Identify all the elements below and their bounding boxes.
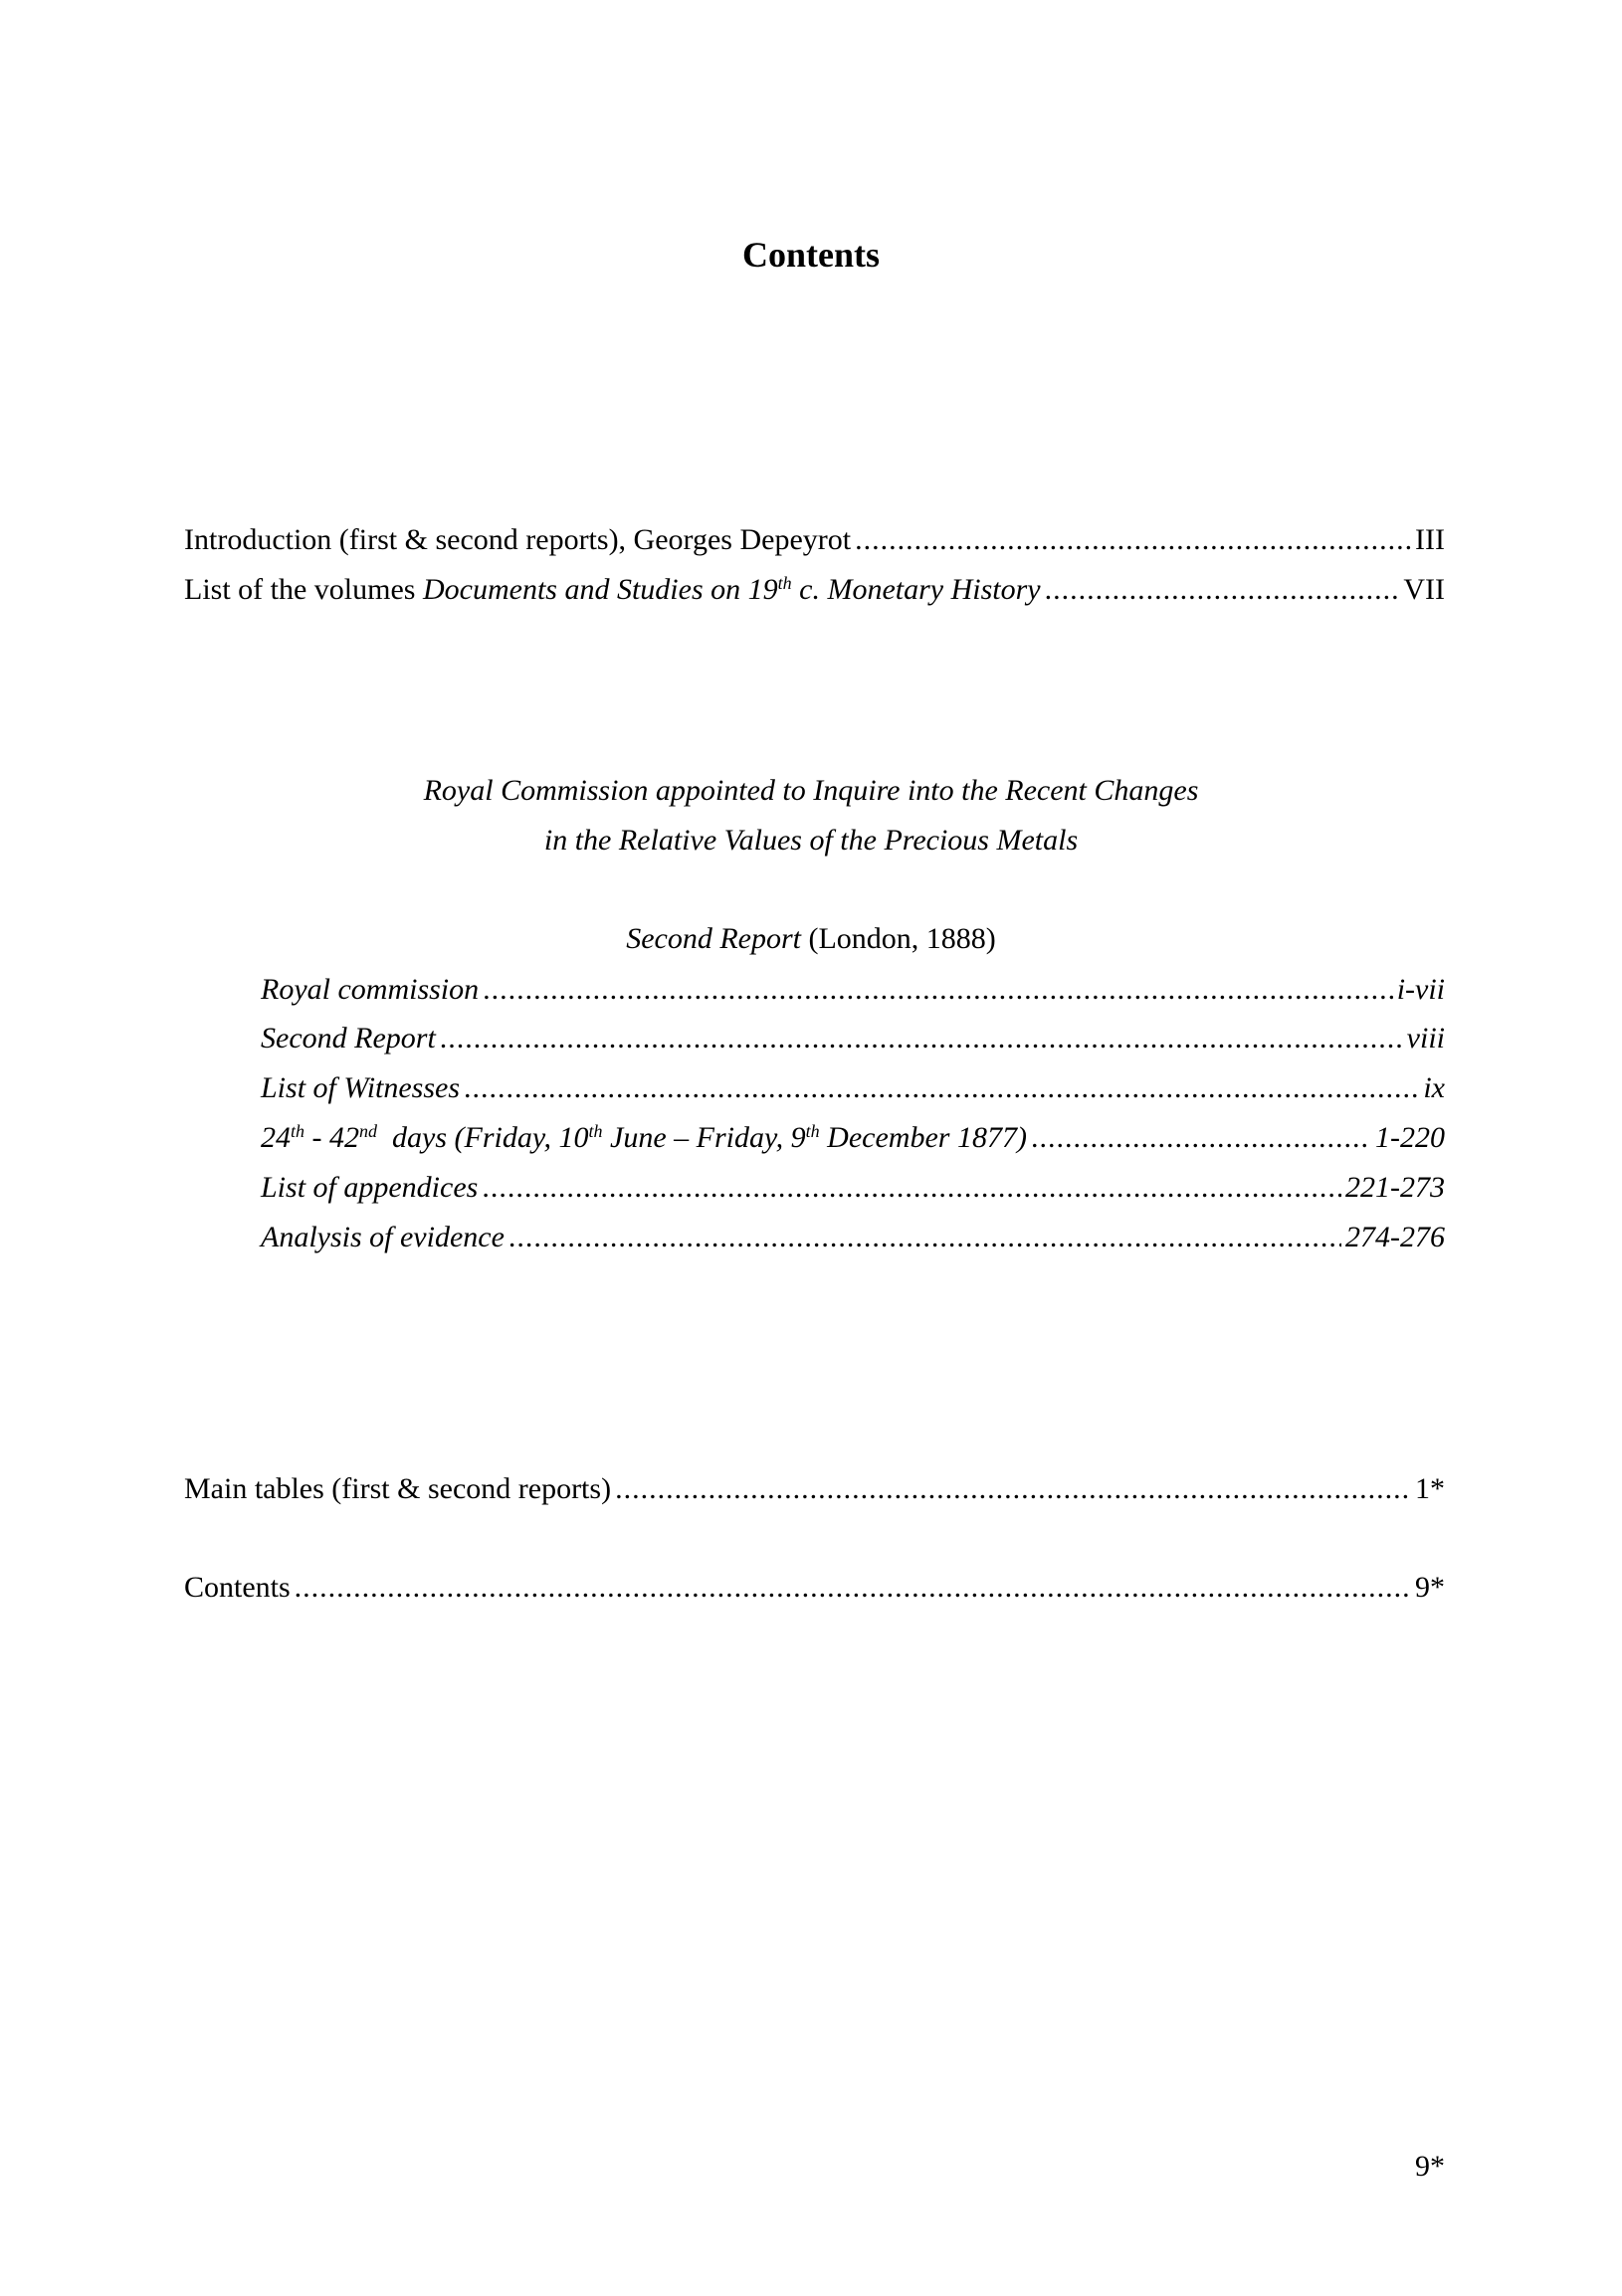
toc-entry-main-tables	[184, 1469, 1445, 1509]
label-superscript: nd	[359, 1121, 378, 1141]
toc-entry-list-of-witnesses	[261, 1068, 1445, 1108]
toc-entry-page: 9*	[1415, 1571, 1445, 1604]
label-superscript: th	[805, 1121, 820, 1141]
label-part: days (Friday, 10	[377, 1121, 589, 1154]
dot-leader	[482, 1168, 1341, 1208]
label-prefix: List of the volumes	[184, 573, 423, 606]
report-title-rest: (London, 1888)	[800, 922, 996, 955]
page-number: 9*	[1415, 2150, 1445, 2183]
label-italic-part-b: c. Monetary History	[791, 573, 1041, 606]
page-title: Contents	[741, 235, 880, 275]
toc-entry-page: VII	[1403, 573, 1445, 606]
toc-entry-label: Contents	[184, 1571, 291, 1604]
toc-entry-label	[184, 570, 1041, 610]
toc-entry-royal-commission	[261, 970, 1445, 1010]
toc-entry-introduction	[184, 520, 1445, 560]
dot-leader	[1031, 1118, 1371, 1158]
dot-leader	[483, 970, 1393, 1010]
toc-entry-label: Introduction (first & second reports), Georges Depeyrot	[184, 523, 852, 556]
commission-title-line-2: in the Relative Values of the Precious Metals	[543, 824, 1079, 857]
toc-entry-days	[261, 1118, 1445, 1158]
label-superscript: th	[777, 573, 792, 593]
toc-entry-label: Royal commission	[261, 973, 480, 1006]
dot-leader	[440, 1019, 1403, 1058]
toc-entry-list-of-volumes	[184, 570, 1445, 610]
label-part: 24	[261, 1121, 291, 1154]
toc-entry-page: i-vii	[1396, 973, 1445, 1006]
label-italic-part-a: Documents and Studies on 19	[422, 573, 778, 606]
toc-entry-page: III	[1415, 523, 1445, 556]
toc-entry-analysis-of-evidence	[261, 1218, 1445, 1257]
dot-leader	[464, 1068, 1419, 1108]
toc-entry-page: 274-276	[1345, 1221, 1445, 1253]
label-part: December 1877)	[819, 1121, 1027, 1154]
toc-entry-page: 1*	[1415, 1472, 1445, 1505]
dot-leader	[855, 520, 1411, 560]
dot-leader	[295, 1568, 1411, 1608]
toc-entry-label: Second Report	[261, 1022, 436, 1054]
dot-leader	[1045, 570, 1400, 610]
dot-leader	[615, 1469, 1411, 1509]
report-title-italic: Second Report	[626, 922, 801, 955]
toc-entry-page: 1-220	[1375, 1121, 1445, 1154]
toc-entry-label: List of Witnesses	[261, 1071, 461, 1104]
label-superscript: th	[291, 1121, 305, 1141]
toc-entry-list-of-appendices	[261, 1168, 1445, 1208]
toc-entry-label: Analysis of evidence	[261, 1221, 505, 1253]
label-part: - 42	[304, 1121, 360, 1154]
toc-entry-label	[261, 1118, 1027, 1158]
toc-entry-contents	[184, 1568, 1445, 1608]
toc-entry-page: viii	[1406, 1022, 1445, 1054]
toc-entry-label: List of appendices	[261, 1171, 479, 1204]
commission-title-line-1: Royal Commission appointed to Inquire into the Recent Changes	[423, 774, 1199, 807]
label-superscript: th	[588, 1121, 603, 1141]
toc-entry-label: Main tables (first & second reports)	[184, 1472, 612, 1505]
toc-entry-page: ix	[1423, 1071, 1445, 1104]
label-part: June – Friday, 9	[602, 1121, 806, 1154]
report-title	[0, 919, 1622, 959]
toc-entry-page: 221-273	[1345, 1171, 1445, 1204]
toc-entry-second-report	[261, 1019, 1445, 1058]
dot-leader	[508, 1218, 1341, 1257]
